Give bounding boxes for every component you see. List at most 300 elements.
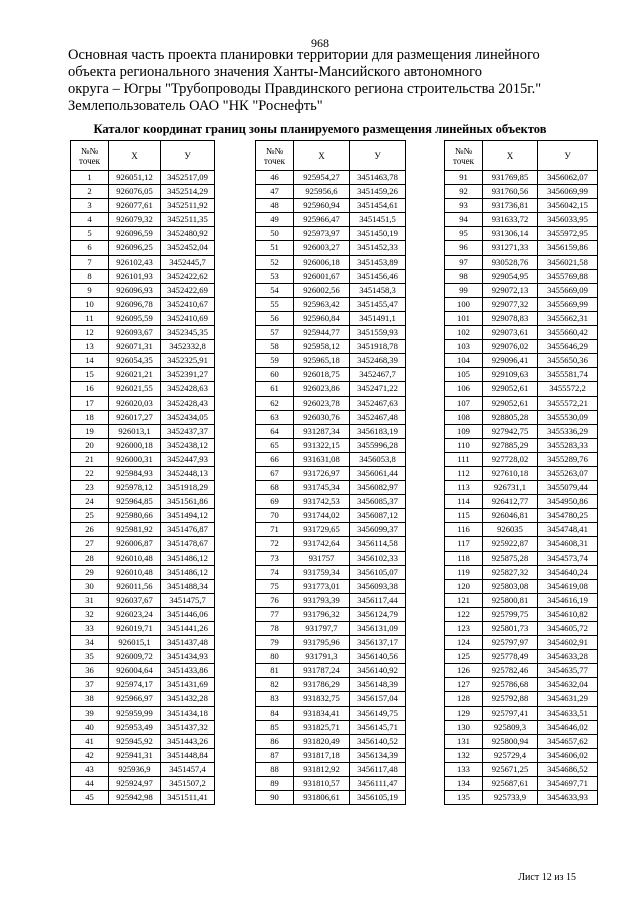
- coordinates-table-3: [444, 140, 598, 805]
- table-row: [445, 326, 598, 340]
- y-coordinate-cell: 3456099,37: [350, 523, 406, 537]
- point-number-cell: 9: [71, 283, 109, 297]
- point-number-cell: 71: [256, 523, 294, 537]
- table-row: [71, 311, 215, 325]
- point-number-cell: 65: [256, 438, 294, 452]
- x-coordinate-cell: 931787,24: [294, 664, 350, 678]
- x-coordinate-cell: 931812,92: [294, 762, 350, 776]
- point-number-cell: 112: [445, 466, 483, 480]
- y-coordinate-cell: 3454780,25: [538, 509, 598, 523]
- point-number-cell: 10: [71, 297, 109, 311]
- y-coordinate-cell: 3454632,04: [538, 678, 598, 692]
- table-row: [256, 706, 406, 720]
- table-row: [71, 495, 215, 509]
- x-coordinate-cell: 925671,25: [483, 762, 538, 776]
- table-row: [71, 748, 215, 762]
- x-coordinate-cell: 926102,43: [109, 255, 161, 269]
- table-row: [445, 382, 598, 396]
- x-coordinate-cell: 931306,14: [483, 227, 538, 241]
- y-coordinate-cell: 3451458,3: [350, 283, 406, 297]
- y-coordinate-cell: 3452345,35: [161, 326, 215, 340]
- y-coordinate-cell: 3452511,92: [161, 199, 215, 213]
- x-coordinate-cell: 926096,59: [109, 227, 161, 241]
- y-coordinate-cell: 3455996,28: [350, 438, 406, 452]
- point-number-cell: 31: [71, 593, 109, 607]
- point-number-cell: 130: [445, 720, 483, 734]
- point-number-cell: 114: [445, 495, 483, 509]
- point-number-cell: 80: [256, 650, 294, 664]
- y-coordinate-cell: 3452517,09: [161, 171, 215, 185]
- table-row: [71, 269, 215, 283]
- y-coordinate-cell: 3451486,12: [161, 551, 215, 565]
- x-coordinate-cell: 931759,34: [294, 565, 350, 579]
- x-coordinate-cell: 926017,27: [109, 410, 161, 424]
- y-coordinate-cell: 3451433,86: [161, 664, 215, 678]
- point-number-cell: 129: [445, 706, 483, 720]
- y-coordinate-cell: 3455263,07: [538, 466, 598, 480]
- point-number-header-line: №№: [265, 145, 284, 156]
- y-coordinate-cell: 3452391,27: [161, 368, 215, 382]
- table-row: [71, 255, 215, 269]
- table-row: [71, 283, 215, 297]
- x-coordinate-cell: 926021,21: [109, 368, 161, 382]
- point-number-cell: 15: [71, 368, 109, 382]
- x-coordinate-cell: 926019,71: [109, 622, 161, 636]
- y-coordinate-cell: 3454631,29: [538, 692, 598, 706]
- point-number-cell: 119: [445, 565, 483, 579]
- x-coordinate-cell: 931786,29: [294, 678, 350, 692]
- coordinates-table-1: [70, 140, 215, 805]
- point-number-cell: 18: [71, 410, 109, 424]
- x-coordinate-cell: 926096,93: [109, 283, 161, 297]
- point-number-cell: 16: [71, 382, 109, 396]
- table-row: [71, 734, 215, 748]
- x-coordinate-cell: 925875,28: [483, 551, 538, 565]
- y-coordinate-cell: 3451432,28: [161, 692, 215, 706]
- x-coordinate-cell: 925782,46: [483, 664, 538, 678]
- y-coordinate-cell: 3456069,99: [538, 185, 598, 199]
- table-row: [445, 438, 598, 452]
- table-row: [256, 354, 406, 368]
- x-coordinate-cell: 930528,76: [483, 255, 538, 269]
- x-coordinate-cell: 926030,76: [294, 410, 350, 424]
- x-coordinate-cell: 926051,12: [109, 171, 161, 185]
- point-number-cell: 94: [445, 213, 483, 227]
- table-row: [71, 382, 215, 396]
- x-header: X: [483, 141, 538, 171]
- x-coordinate-cell: 929096,41: [483, 354, 538, 368]
- point-number-cell: 105: [445, 368, 483, 382]
- point-number-cell: 124: [445, 636, 483, 650]
- point-number-cell: 54: [256, 283, 294, 297]
- table-row: [71, 692, 215, 706]
- point-number-cell: 100: [445, 297, 483, 311]
- point-number-cell: 127: [445, 678, 483, 692]
- x-coordinate-cell: 925965,18: [294, 354, 350, 368]
- table-row: [445, 185, 598, 199]
- table-row: [445, 311, 598, 325]
- y-coordinate-cell: 3452422,62: [161, 269, 215, 283]
- y-coordinate-cell: 3454635,77: [538, 664, 598, 678]
- point-number-cell: 107: [445, 396, 483, 410]
- x-coordinate-cell: 929073,61: [483, 326, 538, 340]
- y-coordinate-cell: 3451448,84: [161, 748, 215, 762]
- y-coordinate-cell: 3452422,69: [161, 283, 215, 297]
- table-row: [71, 523, 215, 537]
- point-number-cell: 102: [445, 326, 483, 340]
- point-number-cell: 22: [71, 466, 109, 480]
- y-coordinate-cell: 3454608,31: [538, 537, 598, 551]
- y-coordinate-cell: 3456093,38: [350, 579, 406, 593]
- point-number-cell: 106: [445, 382, 483, 396]
- table-row: [256, 495, 406, 509]
- point-number-cell: 43: [71, 762, 109, 776]
- y-header: У: [538, 141, 598, 171]
- x-coordinate-cell: 925809,3: [483, 720, 538, 734]
- y-coordinate-cell: 3454633,51: [538, 706, 598, 720]
- page-number: 968: [311, 36, 329, 50]
- point-number-cell: 28: [71, 551, 109, 565]
- point-number-cell: 110: [445, 438, 483, 452]
- table-row: [445, 410, 598, 424]
- point-number-cell: 132: [445, 748, 483, 762]
- y-coordinate-cell: 3451476,87: [161, 523, 215, 537]
- table-row: [256, 410, 406, 424]
- x-coordinate-cell: 929052,61: [483, 382, 538, 396]
- y-coordinate-cell: 3454605,72: [538, 622, 598, 636]
- table-row: [256, 579, 406, 593]
- x-coordinate-cell: 925800,81: [483, 593, 538, 607]
- table-header-row: [256, 141, 406, 171]
- point-number-cell: 39: [71, 706, 109, 720]
- x-coordinate-cell: 925963,42: [294, 297, 350, 311]
- y-coordinate-cell: 3452468,39: [350, 354, 406, 368]
- y-coordinate-cell: 3451441,26: [161, 622, 215, 636]
- x-coordinate-cell: 931729,65: [294, 523, 350, 537]
- point-number-cell: 14: [71, 354, 109, 368]
- point-number-header: [71, 141, 109, 171]
- point-number-cell: 117: [445, 537, 483, 551]
- point-number-cell: 69: [256, 495, 294, 509]
- point-number-cell: 23: [71, 481, 109, 495]
- y-coordinate-cell: 3456145,71: [350, 720, 406, 734]
- x-coordinate-cell: 925800,94: [483, 734, 538, 748]
- x-coordinate-cell: 931742,53: [294, 495, 350, 509]
- y-coordinate-cell: 3451437,48: [161, 636, 215, 650]
- y-coordinate-cell: 3454748,41: [538, 523, 598, 537]
- y-coordinate-cell: 3455289,76: [538, 452, 598, 466]
- y-coordinate-cell: 3456114,58: [350, 537, 406, 551]
- table-row: [256, 636, 406, 650]
- point-number-cell: 70: [256, 509, 294, 523]
- x-coordinate-cell: 926037,67: [109, 593, 161, 607]
- point-number-cell: 81: [256, 664, 294, 678]
- y-coordinate-cell: 3452325,91: [161, 354, 215, 368]
- y-coordinate-cell: 3451511,41: [161, 791, 215, 805]
- point-number-cell: 89: [256, 777, 294, 791]
- y-coordinate-cell: 3456140,92: [350, 664, 406, 678]
- x-coordinate-cell: 925953,49: [109, 720, 161, 734]
- table-row: [256, 509, 406, 523]
- point-number-cell: 46: [256, 171, 294, 185]
- table-row: [445, 622, 598, 636]
- y-coordinate-cell: 3452438,12: [161, 438, 215, 452]
- table-row: [256, 607, 406, 621]
- point-number-cell: 111: [445, 452, 483, 466]
- x-coordinate-cell: 929109,63: [483, 368, 538, 382]
- point-number-cell: 126: [445, 664, 483, 678]
- point-number-cell: 36: [71, 664, 109, 678]
- y-coordinate-cell: 3456131,09: [350, 622, 406, 636]
- point-number-cell: 86: [256, 734, 294, 748]
- table-row: [445, 283, 598, 297]
- x-coordinate-cell: 926015,1: [109, 636, 161, 650]
- y-header: У: [350, 141, 406, 171]
- x-coordinate-cell: 925942,98: [109, 791, 161, 805]
- x-coordinate-cell: 926412,77: [483, 495, 538, 509]
- y-coordinate-cell: 3454640,24: [538, 565, 598, 579]
- point-number-header: [445, 141, 483, 171]
- table-row: [445, 734, 598, 748]
- y-coordinate-cell: 3451475,7: [161, 593, 215, 607]
- x-coordinate-cell: 927942,75: [483, 424, 538, 438]
- y-coordinate-cell: 3454610,82: [538, 607, 598, 621]
- x-coordinate-cell: 931806,61: [294, 791, 350, 805]
- y-coordinate-cell: 3452332,8: [161, 340, 215, 354]
- y-coordinate-cell: 3456140,52: [350, 734, 406, 748]
- point-number-cell: 40: [71, 720, 109, 734]
- table-row: [256, 199, 406, 213]
- y-coordinate-cell: 3452467,63: [350, 396, 406, 410]
- point-number-header-line: точек: [79, 155, 100, 166]
- x-coordinate-cell: 931742,64: [294, 537, 350, 551]
- x-coordinate-cell: 931810,57: [294, 777, 350, 791]
- catalog-title: Каталог координат границ зоны планируемого размещения линейных объектов: [93, 122, 547, 136]
- table-row: [445, 368, 598, 382]
- point-number-cell: 62: [256, 396, 294, 410]
- point-number-header-line: точек: [264, 155, 285, 166]
- table-row: [71, 227, 215, 241]
- x-coordinate-cell: 926096,25: [109, 241, 161, 255]
- table-row: [71, 720, 215, 734]
- y-coordinate-cell: 3452448,13: [161, 466, 215, 480]
- y-coordinate-cell: 3451918,29: [161, 481, 215, 495]
- y-coordinate-cell: 3455336,29: [538, 424, 598, 438]
- point-number-cell: 123: [445, 622, 483, 636]
- table-row: [445, 481, 598, 495]
- point-number-cell: 4: [71, 213, 109, 227]
- point-number-cell: 17: [71, 396, 109, 410]
- table-row: [71, 326, 215, 340]
- point-number-cell: 122: [445, 607, 483, 621]
- table-row: [445, 171, 598, 185]
- x-coordinate-cell: 925954,27: [294, 171, 350, 185]
- point-number-cell: 113: [445, 481, 483, 495]
- x-coordinate-cell: 926023,24: [109, 607, 161, 621]
- table-row: [445, 777, 598, 791]
- y-coordinate-cell: 3455581,74: [538, 368, 598, 382]
- table-row: [445, 706, 598, 720]
- x-coordinate-cell: 925786,68: [483, 678, 538, 692]
- point-number-cell: 45: [71, 791, 109, 805]
- point-number-cell: 2: [71, 185, 109, 199]
- x-coordinate-cell: 927885,29: [483, 438, 538, 452]
- y-coordinate-cell: 3456102,33: [350, 551, 406, 565]
- x-coordinate-cell: 926013,1: [109, 424, 161, 438]
- x-coordinate-cell: 926079,32: [109, 213, 161, 227]
- table-row: [256, 678, 406, 692]
- table-row: [71, 171, 215, 185]
- y-coordinate-cell: 3456124,79: [350, 607, 406, 621]
- y-coordinate-cell: 3451459,26: [350, 185, 406, 199]
- point-number-cell: 12: [71, 326, 109, 340]
- point-number-cell: 30: [71, 579, 109, 593]
- table-row: [71, 636, 215, 650]
- point-number-cell: 77: [256, 607, 294, 621]
- table-row: [256, 593, 406, 607]
- table-row: [445, 791, 598, 805]
- point-number-cell: 48: [256, 199, 294, 213]
- y-coordinate-cell: 3454657,62: [538, 734, 598, 748]
- table-row: [445, 466, 598, 480]
- y-coordinate-cell: 3451561,86: [161, 495, 215, 509]
- point-number-cell: 57: [256, 326, 294, 340]
- x-coordinate-cell: 926002,56: [294, 283, 350, 297]
- x-header: X: [109, 141, 161, 171]
- y-coordinate-cell: 3451450,19: [350, 227, 406, 241]
- point-number-cell: 67: [256, 466, 294, 480]
- x-coordinate-cell: 931745,34: [294, 481, 350, 495]
- table-row: [256, 311, 406, 325]
- y-coordinate-cell: 3456021,58: [538, 255, 598, 269]
- table-row: [71, 607, 215, 621]
- point-number-cell: 20: [71, 438, 109, 452]
- y-coordinate-cell: 3456148,39: [350, 678, 406, 692]
- x-coordinate-cell: 927728,02: [483, 452, 538, 466]
- point-number-cell: 6: [71, 241, 109, 255]
- y-coordinate-cell: 3456140,56: [350, 650, 406, 664]
- y-coordinate-cell: 3451494,12: [161, 509, 215, 523]
- table-row: [256, 762, 406, 776]
- point-number-cell: 21: [71, 452, 109, 466]
- x-coordinate-cell: 926021,55: [109, 382, 161, 396]
- y-coordinate-cell: 3454633,28: [538, 650, 598, 664]
- table-row: [445, 664, 598, 678]
- point-number-cell: 63: [256, 410, 294, 424]
- table-row: [445, 340, 598, 354]
- table-row: [445, 607, 598, 621]
- y-coordinate-cell: 3451431,69: [161, 678, 215, 692]
- table-row: [445, 199, 598, 213]
- point-number-cell: 53: [256, 269, 294, 283]
- point-number-cell: 47: [256, 185, 294, 199]
- y-coordinate-cell: 3451559,93: [350, 326, 406, 340]
- point-number-cell: 55: [256, 297, 294, 311]
- point-number-cell: 91: [445, 171, 483, 185]
- point-number-cell: 96: [445, 241, 483, 255]
- table-row: [256, 791, 406, 805]
- y-coordinate-cell: 3454686,52: [538, 762, 598, 776]
- point-number-cell: 64: [256, 424, 294, 438]
- y-coordinate-cell: 3456042,15: [538, 199, 598, 213]
- table-row: [445, 495, 598, 509]
- table-row: [71, 579, 215, 593]
- y-coordinate-cell: 3456033,95: [538, 213, 598, 227]
- x-coordinate-cell: 925799,75: [483, 607, 538, 621]
- table-row: [445, 537, 598, 551]
- y-coordinate-cell: 3454606,02: [538, 748, 598, 762]
- point-number-cell: 19: [71, 424, 109, 438]
- table-row: [445, 255, 598, 269]
- point-number-cell: 60: [256, 368, 294, 382]
- table-row: [71, 678, 215, 692]
- table-row: [256, 748, 406, 762]
- point-number-cell: 24: [71, 495, 109, 509]
- x-coordinate-cell: 925803,08: [483, 579, 538, 593]
- y-coordinate-cell: 3452428,43: [161, 396, 215, 410]
- point-number-cell: 125: [445, 650, 483, 664]
- y-coordinate-cell: 3452471,22: [350, 382, 406, 396]
- point-number-cell: 76: [256, 593, 294, 607]
- table-row: [71, 622, 215, 636]
- table-row: [71, 199, 215, 213]
- point-number-cell: 1: [71, 171, 109, 185]
- table-row: [445, 424, 598, 438]
- y-coordinate-cell: 3454619,08: [538, 579, 598, 593]
- y-coordinate-cell: 3451486,12: [161, 565, 215, 579]
- x-coordinate-cell: 925778,49: [483, 650, 538, 664]
- point-number-cell: 92: [445, 185, 483, 199]
- x-coordinate-cell: 926095,59: [109, 311, 161, 325]
- table-row: [256, 241, 406, 255]
- y-coordinate-cell: 3454616,19: [538, 593, 598, 607]
- table-row: [71, 354, 215, 368]
- point-number-cell: 41: [71, 734, 109, 748]
- table-row: [256, 622, 406, 636]
- x-coordinate-cell: 925687,61: [483, 777, 538, 791]
- table-row: [71, 481, 215, 495]
- point-number-cell: 29: [71, 565, 109, 579]
- x-coordinate-cell: 927610,18: [483, 466, 538, 480]
- x-coordinate-cell: 926096,78: [109, 297, 161, 311]
- x-coordinate-cell: 926000,18: [109, 438, 161, 452]
- x-coordinate-cell: 925956,6: [294, 185, 350, 199]
- table-row: [445, 241, 598, 255]
- point-number-cell: 25: [71, 509, 109, 523]
- table-row: [71, 213, 215, 227]
- table-row: [256, 213, 406, 227]
- y-coordinate-cell: 3451507,2: [161, 777, 215, 791]
- table-row: [445, 297, 598, 311]
- x-coordinate-cell: 926009,72: [109, 650, 161, 664]
- x-coordinate-cell: 931817,18: [294, 748, 350, 762]
- y-coordinate-cell: 3452514,29: [161, 185, 215, 199]
- x-coordinate-cell: 925966,97: [109, 692, 161, 706]
- x-coordinate-cell: 925980,66: [109, 509, 161, 523]
- x-coordinate-cell: 931631,08: [294, 452, 350, 466]
- document-header: [68, 47, 588, 115]
- y-coordinate-cell: 3452480,92: [161, 227, 215, 241]
- y-coordinate-cell: 3456053,8: [350, 452, 406, 466]
- table-row: [71, 551, 215, 565]
- table-row: [445, 213, 598, 227]
- x-coordinate-cell: 926093,67: [109, 326, 161, 340]
- coordinates-table-2: [255, 140, 406, 805]
- point-number-cell: 66: [256, 452, 294, 466]
- table-row: [445, 593, 598, 607]
- y-coordinate-cell: 3456159,86: [538, 241, 598, 255]
- point-number-header-line: точек: [453, 155, 474, 166]
